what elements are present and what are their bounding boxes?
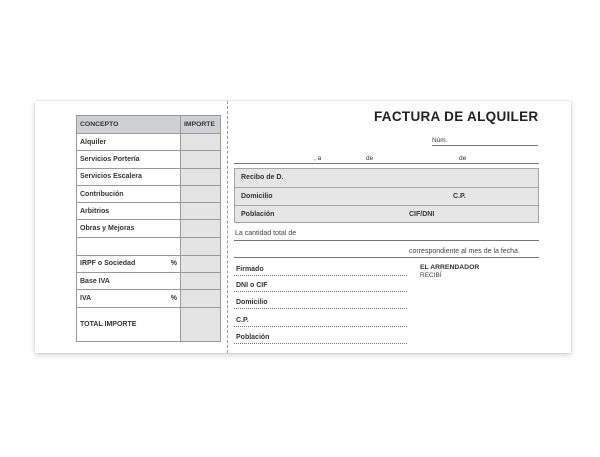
dni-label: DNI o CIF [236, 282, 268, 289]
total-amount-cell[interactable] [181, 307, 221, 341]
total-label: TOTAL IMPORTE [77, 307, 181, 341]
sig-domicilio-label: Domicilio [236, 299, 268, 306]
stub-amount-cell[interactable] [181, 134, 221, 151]
recibo-label: Recibo de D. [241, 174, 284, 181]
concept-line[interactable] [234, 257, 539, 258]
stub-row [77, 134, 221, 151]
stub-row [77, 185, 221, 202]
perforation-line [227, 101, 228, 353]
sig-cp-label: C.P. [236, 317, 249, 324]
sig-cp-field[interactable] [234, 326, 407, 327]
stub-row-label [77, 255, 181, 272]
cif-label: CIF/DNI [409, 211, 435, 218]
stub-row-label: Base IVA [77, 273, 181, 290]
date-de-1: de [366, 155, 374, 162]
date-de-2: de [459, 155, 467, 162]
domicilio-row[interactable] [235, 187, 538, 205]
stub-row-label [77, 290, 181, 307]
date-line[interactable] [234, 163, 539, 164]
stub-row-text: IRPF o Sociedad [80, 260, 136, 268]
recibo-row[interactable] [235, 169, 538, 187]
stub-amount-cell[interactable] [181, 220, 221, 237]
stub-header-row [77, 116, 221, 134]
recibi-label: RECIBÍ [420, 272, 442, 279]
firmado-label: Firmado [236, 266, 264, 273]
stub-row [77, 290, 221, 307]
date-sep-comma: , a [314, 155, 322, 162]
domicilio-label: Domicilio [241, 193, 273, 200]
percent-sign: % [170, 260, 178, 268]
stub-row [77, 255, 221, 272]
stub-amount-cell[interactable] [181, 237, 221, 255]
stub-row [77, 273, 221, 290]
dni-field[interactable] [234, 291, 407, 292]
stub-row-text: IVA [80, 295, 92, 303]
stub-row-label: Contribución [77, 185, 181, 202]
stub-row [77, 203, 221, 220]
poblacion-row[interactable] [235, 205, 538, 223]
stub-row [77, 237, 221, 255]
invoice-title: FACTURA DE ALQUILER [374, 109, 539, 124]
amount-header: IMPORTE [181, 116, 221, 134]
recipient-box [234, 168, 539, 223]
amount-line[interactable] [234, 240, 539, 241]
concept-header: CONCEPTO [77, 116, 181, 134]
invoice-number-label: Núm. [432, 137, 448, 144]
percent-sign: % [170, 295, 178, 303]
stub-amount-cell[interactable] [181, 168, 221, 185]
stub-total-row [77, 307, 221, 341]
firmado-field[interactable] [234, 275, 407, 276]
stub-row [77, 168, 221, 185]
invoice-number-field[interactable] [432, 145, 538, 146]
amount-text-label: La cantidad total de [235, 230, 297, 237]
stub-row-label: Alquiler [77, 134, 181, 151]
correspondiente-label: correspondiente al mes de la fecha. [409, 248, 520, 255]
stub-row-label: Servicios Escalera [77, 168, 181, 185]
sig-poblacion-label: Población [236, 334, 270, 341]
stub-row [77, 220, 221, 237]
cp-label: C.P. [453, 193, 466, 200]
stub-row-label: Arbitrios [77, 203, 181, 220]
stub-amount-cell[interactable] [181, 151, 221, 168]
stub-row-label: Servicios Portería [77, 151, 181, 168]
arrendador-label: EL ARRENDADOR [420, 264, 480, 271]
stub-amount-cell[interactable] [181, 185, 221, 202]
poblacion-label: Población [241, 211, 275, 218]
stub-amount-cell[interactable] [181, 203, 221, 220]
sig-domicilio-field[interactable] [234, 308, 407, 309]
stub-amount-cell[interactable] [181, 273, 221, 290]
stub-row [77, 151, 221, 168]
stub-row-label: Obras y Mejoras [77, 220, 181, 237]
stub-row-label [77, 237, 181, 255]
stub-amount-cell[interactable] [181, 290, 221, 307]
stub-amount-cell[interactable] [181, 255, 221, 272]
sig-poblacion-field[interactable] [234, 343, 407, 344]
stub-table [76, 115, 221, 342]
